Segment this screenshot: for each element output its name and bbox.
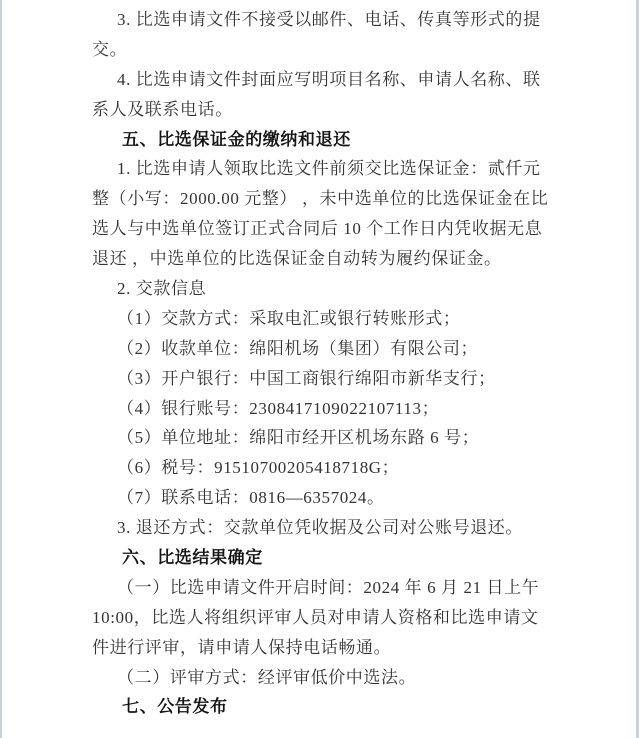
document-line: （4）银行账号：2308417109022107113； <box>117 398 440 418</box>
document-line: （3）开户银行：中国工商银行绵阳市新华支行； <box>117 368 496 388</box>
document-line: 3. 比选申请文件不接受以邮件、电话、传真等形式的提 <box>117 10 541 29</box>
document-line: （1）交款方式：采取电汇或银行转账形式； <box>117 308 461 328</box>
document-line: 交。 <box>92 39 128 59</box>
document-heading-line: 六、比选结果确定 <box>122 548 263 568</box>
document-line: 件进行评审，请申请人保持电话畅通。 <box>92 637 392 657</box>
document-line: （6）税号：91510700205418718G； <box>117 458 400 478</box>
document-line: 1. 比选申请人领取比选文件前须交比选保证金：贰仟元 <box>117 159 541 179</box>
document-line: （一）比选申请文件开启时间：2024 年 6 月 21 日上午 <box>117 577 540 597</box>
document-line: 整（小写：2000.00 元整） ，未中选单位的比选保证金在比 <box>92 189 549 209</box>
document-body <box>0 5 639 722</box>
document-line: 3. 退还方式：交款单位凭收据及公司对公账号退还。 <box>117 518 523 538</box>
document-line: （2）收款单位：绵阳机场（集团）有限公司； <box>117 338 479 358</box>
document-heading-line: 七、公告发布 <box>122 697 228 717</box>
document-line: 退还 ，中选单位的比选保证金自动转为履约保证金。 <box>92 249 502 269</box>
document-line: 10:00，比选人将组织评审人员对申请人资格和比选申请文 <box>92 607 539 627</box>
document-line: 系人及联系电话。 <box>92 99 233 119</box>
document-heading-line: 五、比选保证金的缴纳和退还 <box>122 129 351 149</box>
document-line: （5）单位地址：绵阳市经开区机场东路 6 号； <box>117 428 480 448</box>
document-line: （二）评审方式：经评审低价中选法。 <box>117 667 417 687</box>
document-line: 2. 交款信息 <box>117 279 207 299</box>
document-line: 选人与中选单位签订正式合同后 10 个工作日内凭收据无息 <box>92 219 543 239</box>
document-line: （7）联系电话：0816—6357024。 <box>117 488 385 508</box>
document-line: 4. 比选申请文件封面应写明项目名称、申请人名称、联 <box>117 69 541 89</box>
